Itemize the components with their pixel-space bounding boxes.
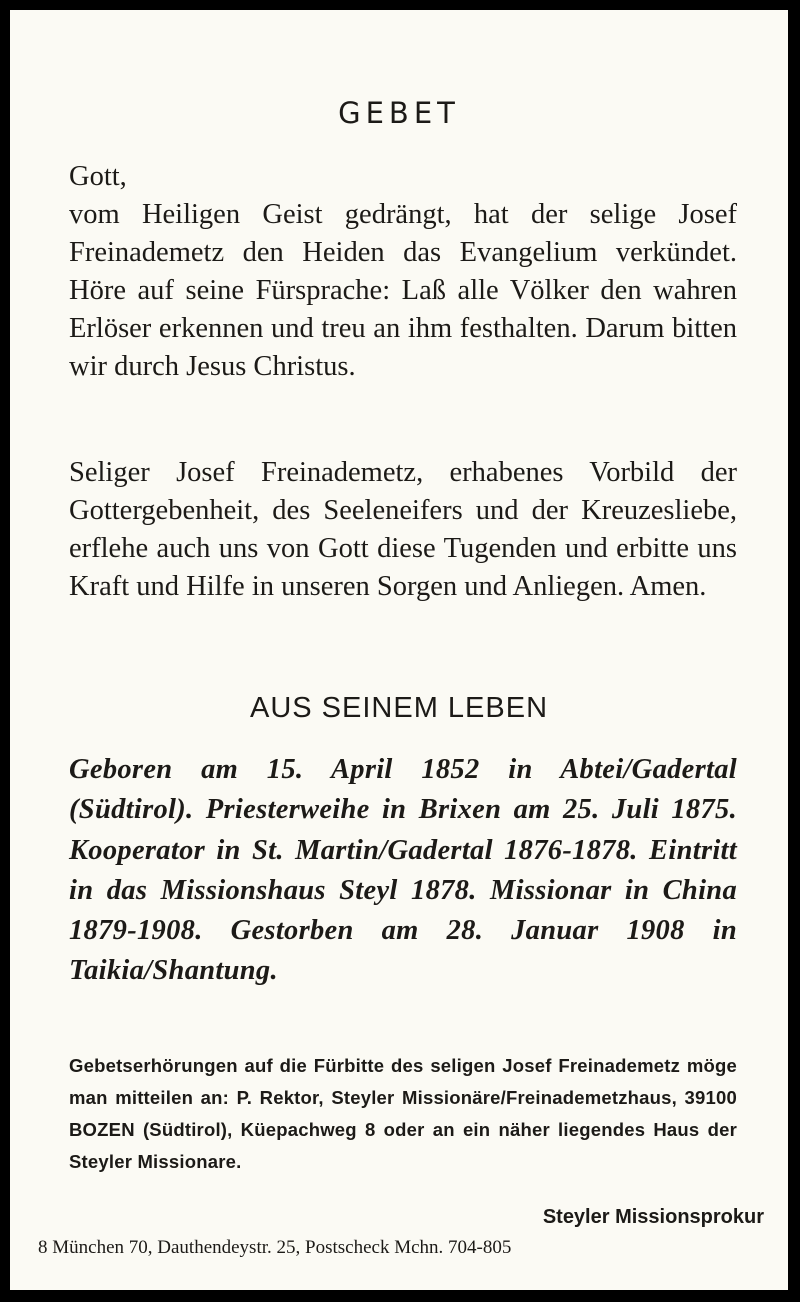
- card-title: GEBET: [338, 96, 460, 130]
- prayer-paragraph-1: [69, 158, 737, 386]
- biography-text: Geboren am 15. April 1852 in Abtei/Gadertal (Südtirol). Priesterweihe in Brixen am 25. Juli 1875. Kooperator in St. Martin/Gadertal 1876-1878. Eintritt in das Missionshaus Steyl 1878. Missionar in China 1879-1908. Gestorben am 28. Januar 1908 in Taikia/Shantung.: [69, 754, 737, 987]
- biography-heading: AUS SEINEM LEBEN: [249, 692, 549, 724]
- publisher-name: Steyler Missionsprokur: [542, 1206, 764, 1228]
- prayer-invocation: Seliger Josef Freinademetz, erhabenes Vorbild der Gottergebenheit, des Seeleneifers und der Kreuzesliebe, erflehe auch uns von Gott diese Tugenden und erbitte uns Kraft und Hilfe in unseren Sorgen und Anliegen. Amen.: [69, 457, 737, 602]
- prayer-body: vom Heiligen Geist gedrängt, hat der selige Josef Freinademetz den Heiden das Evangelium verkündet. Höre auf seine Fürsprache: Laß alle Völker den wahren Erlöser erkennen und treu an ihm festhalten. Darum bitten wir durch Jesus Christus.: [69, 199, 737, 382]
- prayer-card: [10, 10, 788, 1290]
- prayer-salutation: Gott,: [69, 161, 127, 192]
- prayer-paragraph-2: [69, 454, 737, 606]
- publisher-address: 8 München 70, Dauthendeystr. 25, Postscheck Mchn. 704-805: [38, 1237, 512, 1258]
- notice-text: Gebetserhörungen auf die Fürbitte des seligen Josef Freinademetz möge man mitteilen an: P. Rektor, Steyler Missionäre/Freinademetzhaus, 39100 BOZEN (Südtirol), Küepachweg 8 oder an ein näher liegendes Haus der Steyler Missionare.: [69, 1055, 737, 1172]
